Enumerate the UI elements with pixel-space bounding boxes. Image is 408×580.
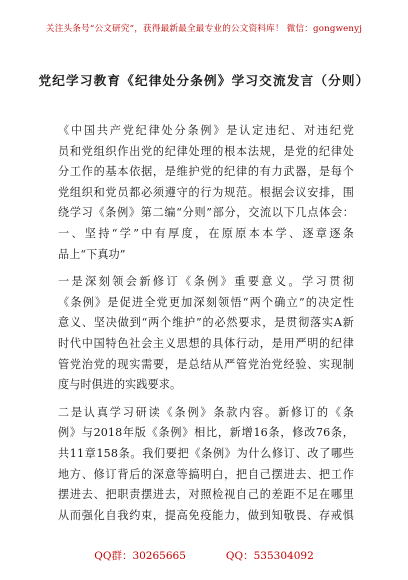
text-line: 党组织和党员都必须遵守的行为规范。根据会议安排，围 [58, 185, 354, 199]
text-line: 时代中国特色社会主义思想的具体行动，是用严明的纪律 [58, 336, 354, 350]
text-line: 绕学习《条例》第二编“分则”部分，交流以下几点体会： [58, 206, 354, 220]
paragraph-point-one [58, 272, 354, 396]
text-line: 管党治党的现实需要，是总结从严管党治党经验、实现制 [58, 357, 354, 371]
qq-group-number: QQ群：30265665 [94, 550, 186, 562]
text-line: 《条例》是促进全党更加深刻领悟“两个确立”的决定性 [58, 295, 354, 309]
text-line: 共11章158条。我们要把《条例》为什么修订、改了哪些 [58, 446, 354, 460]
text-line: 一是深刻领会新修订《条例》重要意义。学习贯彻 [58, 275, 354, 289]
text-line: 一、坚持“学”中有厚度，在原原本本学、逐章逐条 [58, 226, 354, 240]
text-line: 意义、坚决做到“两个维护”的必然要求，是贯彻落实A新 [58, 316, 354, 330]
text-line: 品上“下真功” [58, 247, 126, 261]
text-line: 例》与2018年版《条例》相比，新增16条，修改76条， [58, 426, 354, 440]
paragraph-intro [58, 121, 354, 224]
section-heading-one [58, 224, 354, 265]
text-line: 员和党组织作出党的纪律处理的根本法规，是党的纪律处 [58, 144, 354, 158]
header-banner: 关注头条号“公文研究”，获得最新最全最专业的公文资料库！ 微信：gongwenyj [45, 24, 363, 34]
qq-number: QQ：535304092 [225, 550, 314, 562]
document-title: 党纪学习教育《纪律处分条例》学习交流发言（分则） [38, 73, 370, 88]
paragraph-point-two [58, 403, 354, 527]
text-line: 摆进去、把职责摆进去，对照检视自己的差距不足在哪里 [58, 488, 354, 502]
text-line: 二是认真学习研读《条例》条款内容。新修订的《条 [58, 405, 354, 419]
footer-contact [0, 548, 408, 563]
document-body [58, 121, 354, 526]
text-line: 度与时俱进的实践要求。 [58, 378, 182, 392]
text-line: 从而强化自我约束，提高免疫能力，做到知敬畏、存戒惧 [58, 508, 354, 522]
text-line: 分工作的基本依据，是维护党的纪律的有力武器，是每个 [58, 165, 354, 179]
text-line: 《中国共产党纪律处分条例》是认定违纪、对违纪党 [58, 124, 354, 137]
text-line: 地方、修订背后的深意等搞明白，把自己摆进去、把工作 [58, 467, 354, 481]
